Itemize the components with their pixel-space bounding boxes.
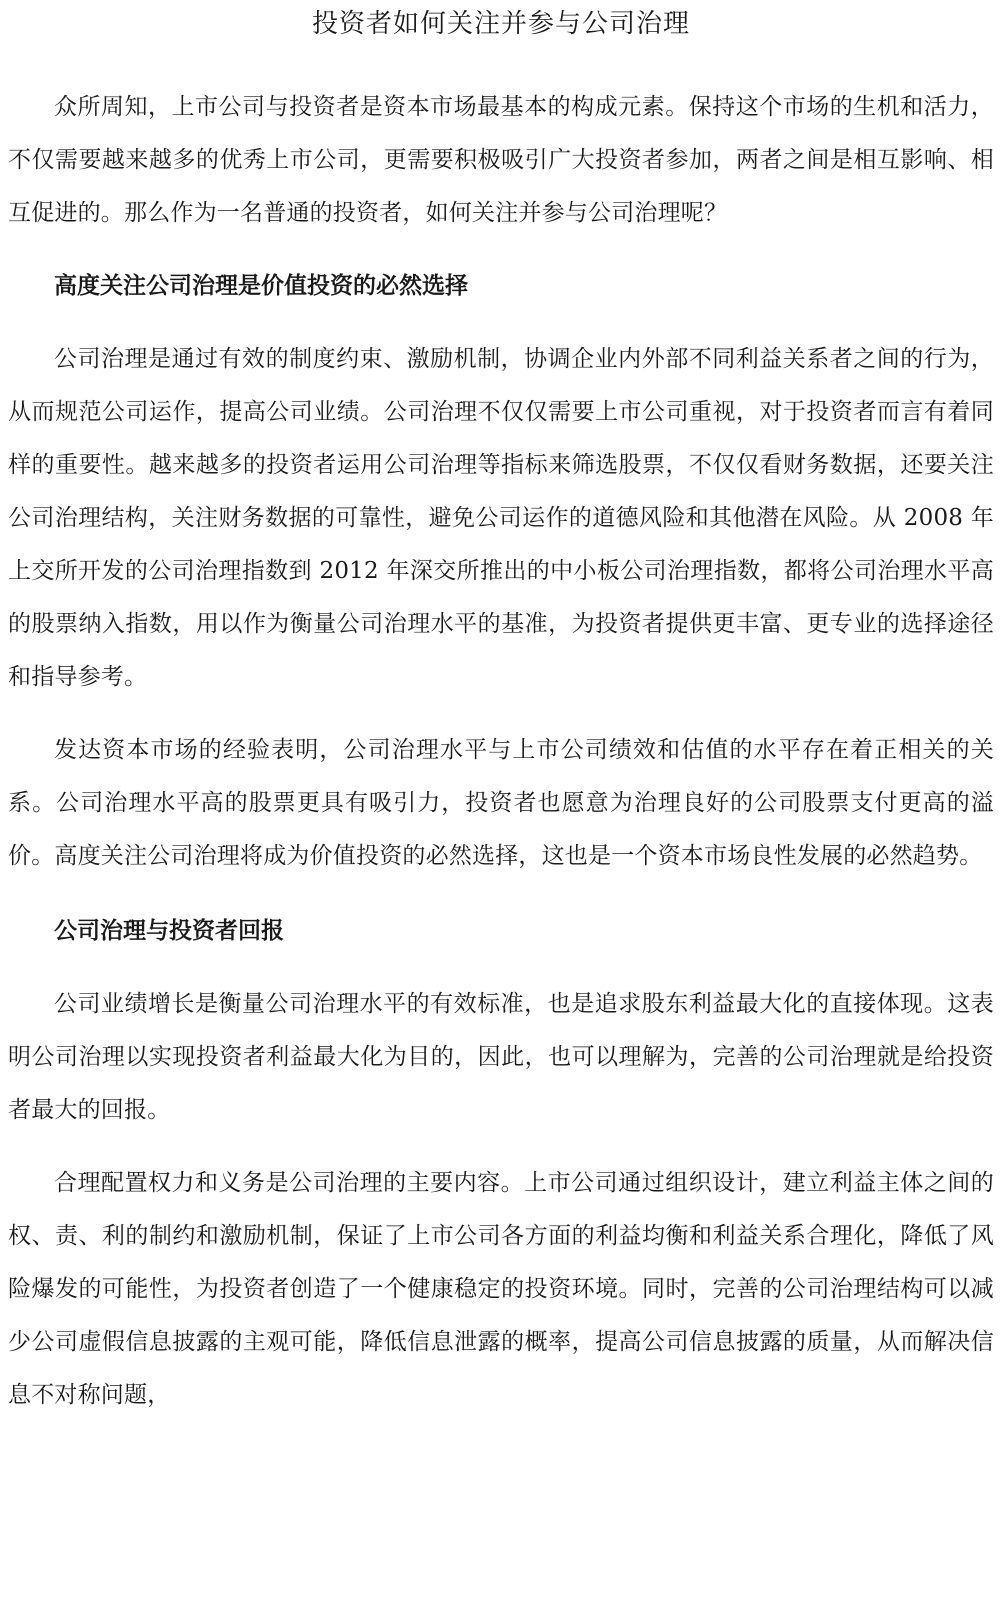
document-title: 投资者如何关注并参与公司治理 bbox=[311, 9, 690, 39]
section1-paragraph-2: 发达资本市场的经验表明，公司治理水平与上市公司绩效和估值的水平存在着正相关的关系。公司治理水平高的股票更具有吸引力，投资者也愿意为治理良好的公司股票支付更高的溢价。高度关注公司治理将成为价值投资的必然选择，这也是一个资本市场良性发展的必然趋势。 bbox=[8, 737, 994, 869]
intro-paragraph: 众所周知，上市公司与投资者是资本市场最基本的构成元素。保持这个市场的生机和活力，不仅需要越来越多的优秀上市公司，更需要积极吸引广大投资者参加，两者之间是相互影响、相互促进的。那么作为一名普通的投资者，如何关注并参与公司治理呢？ bbox=[8, 94, 994, 226]
section1-paragraph-1: 公司治理是通过有效的制度约束、激励机制，协调企业内外部不同利益关系者之间的行为，从而规范公司运作，提高公司业绩。公司治理不仅仅需要上市公司重视，对于投资者而言有着同样的重要性。越来越多的投资者运用公司治理等指标来筛选股票，不仅仅看财务数据，还要关注公司治理结构，关注财务数据的可靠性，避免公司运作的道德风险和其他潜在风险。从 2008 年上交所开发的公司治理指数到 2012 年深交所推出的中小板公司治理指数，都将公司治理水平高的股票纳入指数，用以作为衡量公司治理水平的基准，为投资者提供更丰富、更专业的选择途径和指导参考。 bbox=[8, 346, 994, 690]
section2-paragraph-2: 合理配置权力和义务是公司治理的主要内容。上市公司通过组织设计，建立利益主体之间的权、责、利的制约和激励机制，保证了上市公司各方面的利益均衡和利益关系合理化，降低了风险爆发的可能性，为投资者创造了一个健康稳定的投资环境。同时，完善的公司治理结构可以减少公司虚假信息披露的主观可能，降低信息泄露的概率，提高公司信息披露的质量，从而解决信息不对称问题， bbox=[8, 1170, 994, 1408]
section-heading-value-investing: 高度关注公司治理是价值投资的必然选择 bbox=[54, 273, 468, 299]
section-heading-investor-returns: 公司治理与投资者回报 bbox=[54, 918, 284, 944]
section2-paragraph-1: 公司业绩增长是衡量公司治理水平的有效标准，也是追求股东利益最大化的直接体现。这表明公司治理以实现投资者利益最大化为目的，因此，也可以理解为，完善的公司治理就是给投资者最大的回报。 bbox=[8, 991, 994, 1123]
